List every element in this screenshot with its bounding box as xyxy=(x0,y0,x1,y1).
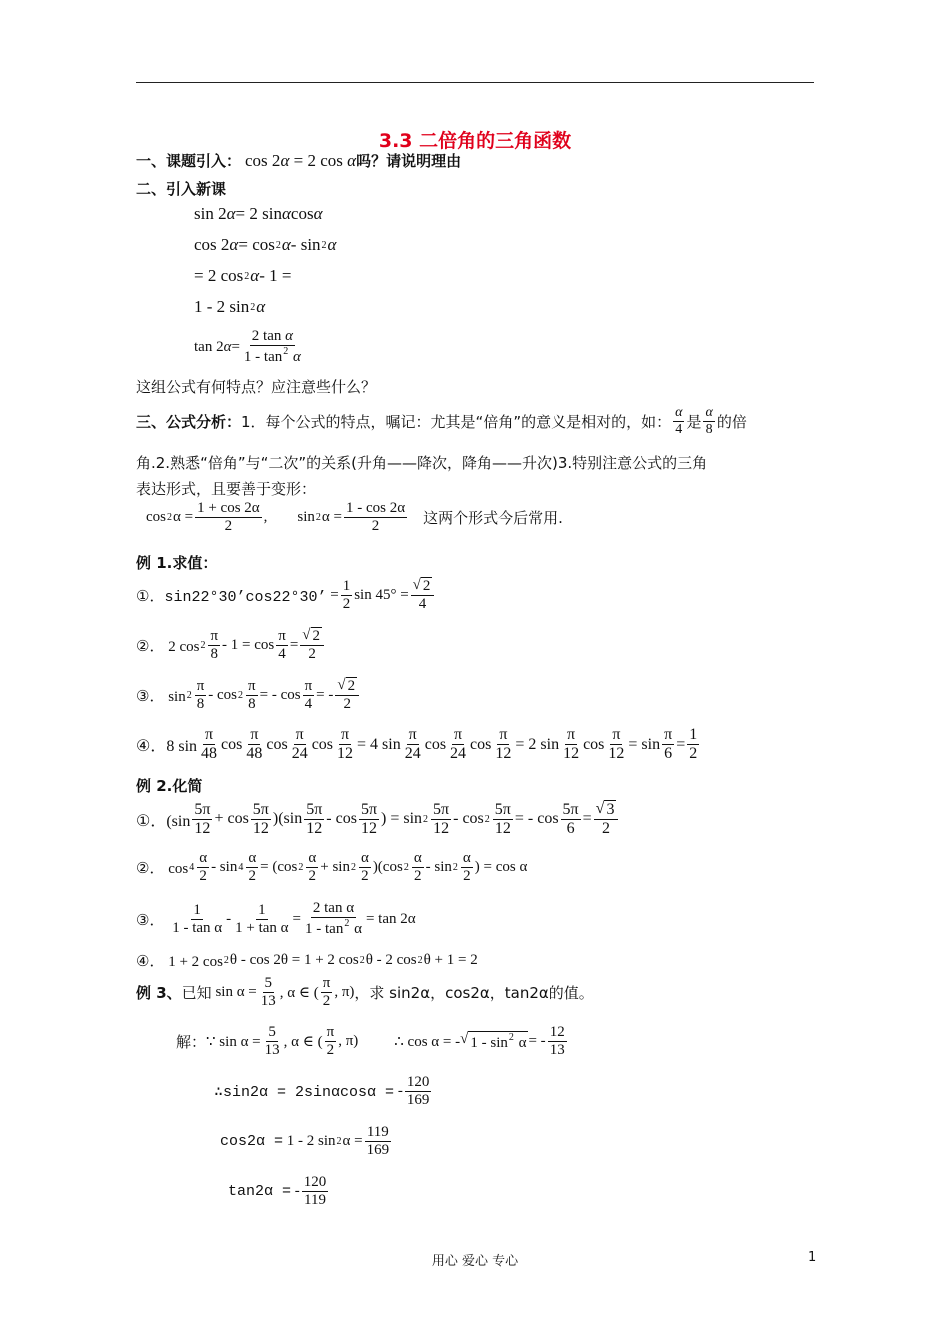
section2-label: 二、引入新课 xyxy=(136,180,227,198)
solution-label: 解： xyxy=(176,1033,207,1052)
page-number: 1 xyxy=(808,1250,817,1265)
formula-note: 这两个形式今后常用. xyxy=(423,509,563,528)
example3-line: 例 3、 已知 sin α = $\frac{5}{13}$ , α ∈ ( $\frac{\pi}{2}$ , π) ，求 sin2α，cos2α，tan2α的值。 xyxy=(136,975,594,1010)
formula-cos2a: cos 2 α = cos 2 α - sin 2 α xyxy=(194,235,337,254)
example1-item-3: ③． sin 2 $\frac{\pi}{8}$ - cos 2 $\frac{\pi}{8}$ = - cos $\frac{\pi}{4}$ = - √ 2 2 xyxy=(136,677,361,714)
sin2a-label: ∴sin2α = 2sinαcosα = xyxy=(214,1084,395,1102)
section1-question: 吗？请说明理由 xyxy=(356,152,462,170)
section1-line xyxy=(136,150,461,171)
section3-text-c: 的倍 xyxy=(716,413,747,432)
cos2a-label: cos2α = xyxy=(220,1133,284,1151)
example2-label: 例 2.化简 xyxy=(136,777,203,795)
section3-text-d: 角.2.熟悉“倍角”与“二次”的关系(升角——降次，降角——升次)3.特别注意公式的三角 xyxy=(136,454,708,472)
example2-item-4: ④． 1 + 2 cos 2 θ - cos 2θ = 1 + 2 cos 2 θ - 2 cos 2 θ + 1 = 2 xyxy=(136,952,478,970)
tan2a-label: tan2α = xyxy=(228,1183,292,1201)
example1-item-4: ④．8 sin $\frac{\pi}{48}$ cos $\frac{\pi}{48}$ cos $\frac{\pi}{24}$ cos $\frac{\pi}{12}$ = 4 sin $\frac{\pi}{24}$ cos $\frac{\pi}{24}$ cos $\frac{\pi}{12}$ = 2 sin $\frac{\pi}{12}$ cos $\frac{\pi}{12}$ = sin $\frac{\pi}{6}$ = $\frac{1}{2}$ xyxy=(136,726,698,763)
example1-item-2-content: ②． 2 cos 2 $\frac{\pi}{8}$ - 1 = cos $\frac{\pi}{4}$ = √ 2 2 xyxy=(136,627,326,664)
example3-solution-line: 解： ∵ sin α = $\frac{5}{13}$ , α ∈ ( $\frac{\pi}{2}$ , π) ∴ cos α = - √ $1 - \sin^2 \alpha$ = - $\frac{12}{13}$ xyxy=(176,1024,565,1059)
example2-item-1: ①．(sin $\frac{5\pi}{12}$ + cos $\frac{5\pi}{12}$ )(sin $\frac{5\pi}{12}$ - cos $\frac{5\pi}{12}$ ) = sin 2 $\frac{5\pi}{12}$ - cos 2 $\frac{5\pi}{12}$ = - cos $\frac{5\pi}{6}$ = √ 3 2 xyxy=(136,800,620,839)
power-reduction-formulas: cos 2 α = $\frac{1 + \cos 2\alpha}{2}$ , sin 2 α = $\frac{1 - \cos 2\alpha}{2}$ 这两个形式今后常用. xyxy=(146,500,563,535)
section1-formula: cos 2α = 2 cos α xyxy=(245,150,357,170)
example2-item-3: ③． $\frac{1}{\text{1 - tan α}}$ - $\frac{1}{\text{1 + tan α}}$ = $\frac{\text{2 tan α}}{1 - \tan^2 \alpha}$ = tan 2α xyxy=(136,900,416,938)
example3-label: 例 3、 xyxy=(136,984,182,1003)
example3-tan2a: tan2α = - $\frac{120}{119}$ xyxy=(228,1174,327,1209)
page-title: 3.3 二倍角的三角函数 xyxy=(378,130,572,152)
formula-cos2a-3: 1 - 2 sin 2 α xyxy=(194,297,266,316)
example1-label: 例 1.求值： xyxy=(136,554,218,572)
formula-cos2a-2: = 2 cos 2 α - 1 = xyxy=(194,266,292,285)
formula-sin2a: sin 2 α = 2 sin α cos α xyxy=(194,204,323,223)
section3-text-e: 表达形式，且要善于变形： xyxy=(136,480,317,498)
section3-label: 三、公式分析： xyxy=(136,413,242,432)
section3-text-b: 是 xyxy=(686,413,702,432)
example1-item-1: ①．sin22°30’cos22°30’ = $\frac{1}{2}$ sin 45° = √ 2 4 xyxy=(136,577,436,614)
section2-question: 这组公式有何特点？应注意些什么？ xyxy=(136,378,377,396)
section1-label: 一、课题引入： xyxy=(136,152,242,170)
header-rule xyxy=(136,82,814,83)
example3-cos2a: cos2α = 1 - 2 sin 2 α = $\frac{119}{169}$ xyxy=(220,1124,390,1159)
example3-ask: ，求 sin2α，cos2α，tan2α的值。 xyxy=(354,984,594,1003)
example2-item-2: ②． cos 4 $\frac{\alpha}{2}$ - sin 4 $\frac{\alpha}{2}$ = (cos 2 $\frac{\alpha}{2}$ + sin 2 $\frac{\alpha}{2}$ )(cos 2 $\frac{\alpha}{2}$ - sin 2 $\frac{\alpha}{2}$ ) = cos α xyxy=(136,850,528,885)
example3-sin2a: ∴sin2α = 2sinαcosα = - $\frac{120}{169}$ xyxy=(214,1074,430,1109)
formula-tan2a: tan 2 α = $\frac{\text{2 tan α}}{1 - \tan^2 \alpha}$ xyxy=(194,328,301,366)
section3-text-a: 1．每个公式的特点，嘱记：尤其是“倍角”的意义是相对的，如： xyxy=(241,413,672,432)
section3-line1: 三、公式分析： 1．每个公式的特点，嘱记：尤其是“倍角”的意义是相对的，如： $\frac{\alpha}{4}$ 是 $\frac{\alpha}{8}$ 的倍 xyxy=(136,405,747,438)
example3-given: 已知 xyxy=(181,984,212,1003)
footer-text: 用心 爱心 专心 xyxy=(431,1254,519,1269)
